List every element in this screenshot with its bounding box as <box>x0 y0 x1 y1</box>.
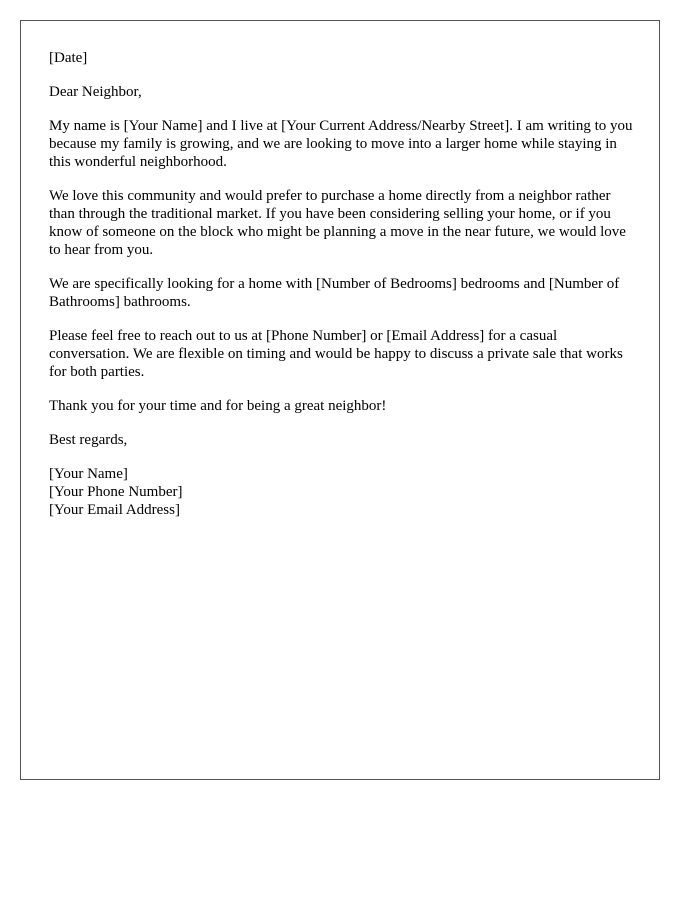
signature-email: [Your Email Address] <box>49 502 180 518</box>
letter-page <box>20 20 660 780</box>
letter-closing: Best regards, <box>49 432 128 448</box>
letter-paragraph-contact: Please feel free to reach out to us at [Phone Number] or [Email Address] for a casual conversation. We are flexible on timing and would be happy to discuss a private sale that works for both parties. <box>49 328 623 380</box>
letter-paragraph-requirements: We are specifically looking for a home with [Number of Bedrooms] bedrooms and [Number of Bathrooms] bathrooms. <box>49 276 620 310</box>
letter-salutation: Dear Neighbor, <box>49 84 142 100</box>
letter-paragraph-community: We love this community and would prefer to purchase a home directly from a neighbor rather than through the traditional market. If you have been considering selling your home, or if you know of someone on the block who might be planning a move in the near future, we would love to hear from you. <box>49 188 626 258</box>
letter-body <box>49 49 639 519</box>
letter-paragraph-thanks: Thank you for your time and for being a great neighbor! <box>49 398 387 414</box>
signature-name: [Your Name] <box>49 466 128 482</box>
signature-block <box>49 465 639 519</box>
signature-phone: [Your Phone Number] <box>49 484 183 500</box>
letter-paragraph-intro: My name is [Your Name] and I live at [Your Current Address/Nearby Street]. I am writing to you because my family is growing, and we are looking to move into a larger home while staying in this wonderful neighborhood. <box>49 118 633 170</box>
letter-date: [Date] <box>49 50 88 66</box>
